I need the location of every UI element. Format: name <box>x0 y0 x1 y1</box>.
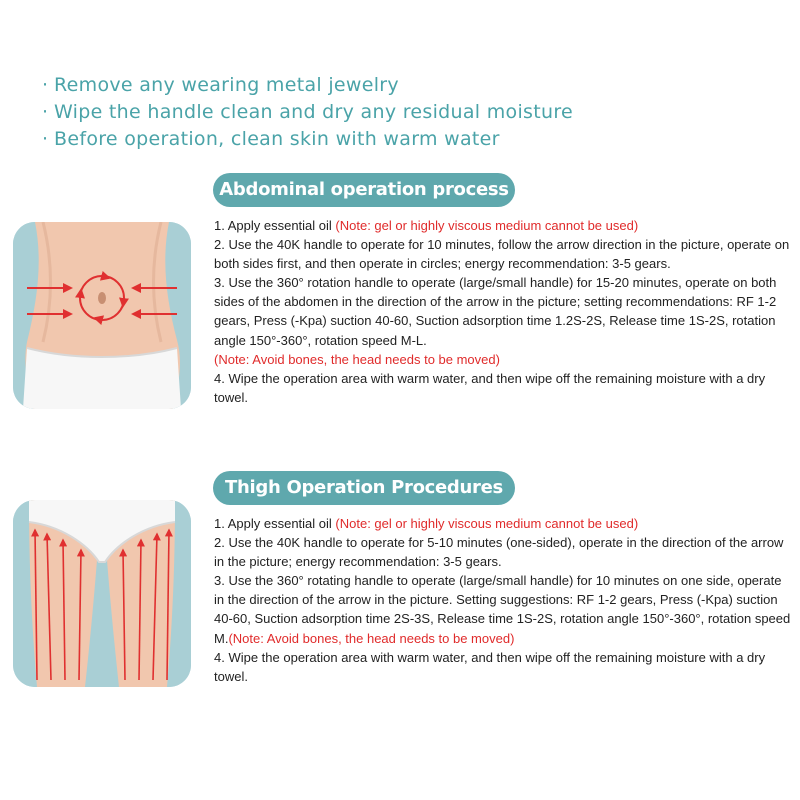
step-3: 3. Use the 360° rotation handle to operate (large/small handle) for 15-20 minutes, operate on both sides of the abdomen in the direction of the arrow in the picture; setting recommendations: RF 1-2 gears, Press (-Kpa) suction 40-60, Suction adsorption time 1.2S-2S, Release time 1S-2S, rotation angle 150°-360°, rotation speed M-L. <box>214 275 777 348</box>
tip-item <box>42 99 573 126</box>
step-note: (Note: gel or highly viscous medium cannot be used) <box>335 516 639 531</box>
tip-text: Before operation, clean skin with warm water <box>54 128 500 150</box>
bullet-dot: · <box>42 128 49 150</box>
abdominal-section-title: Abdominal operation process <box>213 173 515 207</box>
step-text: 1. Apply essential oil <box>214 516 336 531</box>
step-note: (Note: Avoid bones, the head needs to be moved) <box>228 630 515 646</box>
thigh-section-title: Thigh Operation Procedures <box>213 471 515 505</box>
preparation-tips <box>42 72 573 153</box>
abdomen-massage-arrows-icon <box>13 222 191 409</box>
bullet-dot: · <box>42 74 49 96</box>
abdomen-illustration <box>13 222 191 409</box>
step-2: 2. Use the 40K handle to operate for 10 minutes, follow the arrow direction in the picture, operate on both sides first, and then operate in circles; energy recommendation: 3-5 gears. <box>214 237 790 272</box>
step-text: 1. Apply essential oil <box>214 218 336 233</box>
thigh-massage-arrows-icon <box>13 500 191 687</box>
step-note: (Note: gel or highly viscous medium cannot be used) <box>335 218 639 233</box>
step-4: 4. Wipe the operation area with warm water, and then wipe off the remaining moisture with a dry towel. <box>214 649 766 684</box>
tip-item <box>42 126 573 153</box>
tip-item <box>42 72 573 99</box>
step-3 <box>214 571 792 647</box>
thigh-illustration <box>13 500 191 687</box>
step-text: 3. Use the 360° rotating handle to operate (large/small handle) for 10 minutes on one side, operate in the direction of the arrow in the picture. Setting suggestions: RF 1-2 gears, Press (-Kpa) suction 40-60, Suction adsorption time 2S-3S, Release time 1S-2S, rotation angle 150°-360°, rotation speed M. <box>214 573 791 646</box>
step-3-note: (Note: Avoid bones, the head needs to be moved) <box>214 351 500 367</box>
tip-text: Remove any wearing metal jewelry <box>54 74 399 96</box>
abdominal-steps <box>214 216 792 407</box>
step-1 <box>214 514 792 533</box>
step-4: 4. Wipe the operation area with warm water, and then wipe off the remaining moisture with a dry towel. <box>214 370 766 405</box>
thigh-steps <box>214 514 792 686</box>
step-2: 2. Use the 40K handle to operate for 5-10 minutes (one-sided), operate in the direction of the arrow in the picture; energy recommendation: 3-5 gears. <box>214 535 784 570</box>
step-1 <box>214 216 792 235</box>
bullet-dot: · <box>42 101 49 123</box>
tip-text: Wipe the handle clean and dry any residual moisture <box>54 101 574 123</box>
